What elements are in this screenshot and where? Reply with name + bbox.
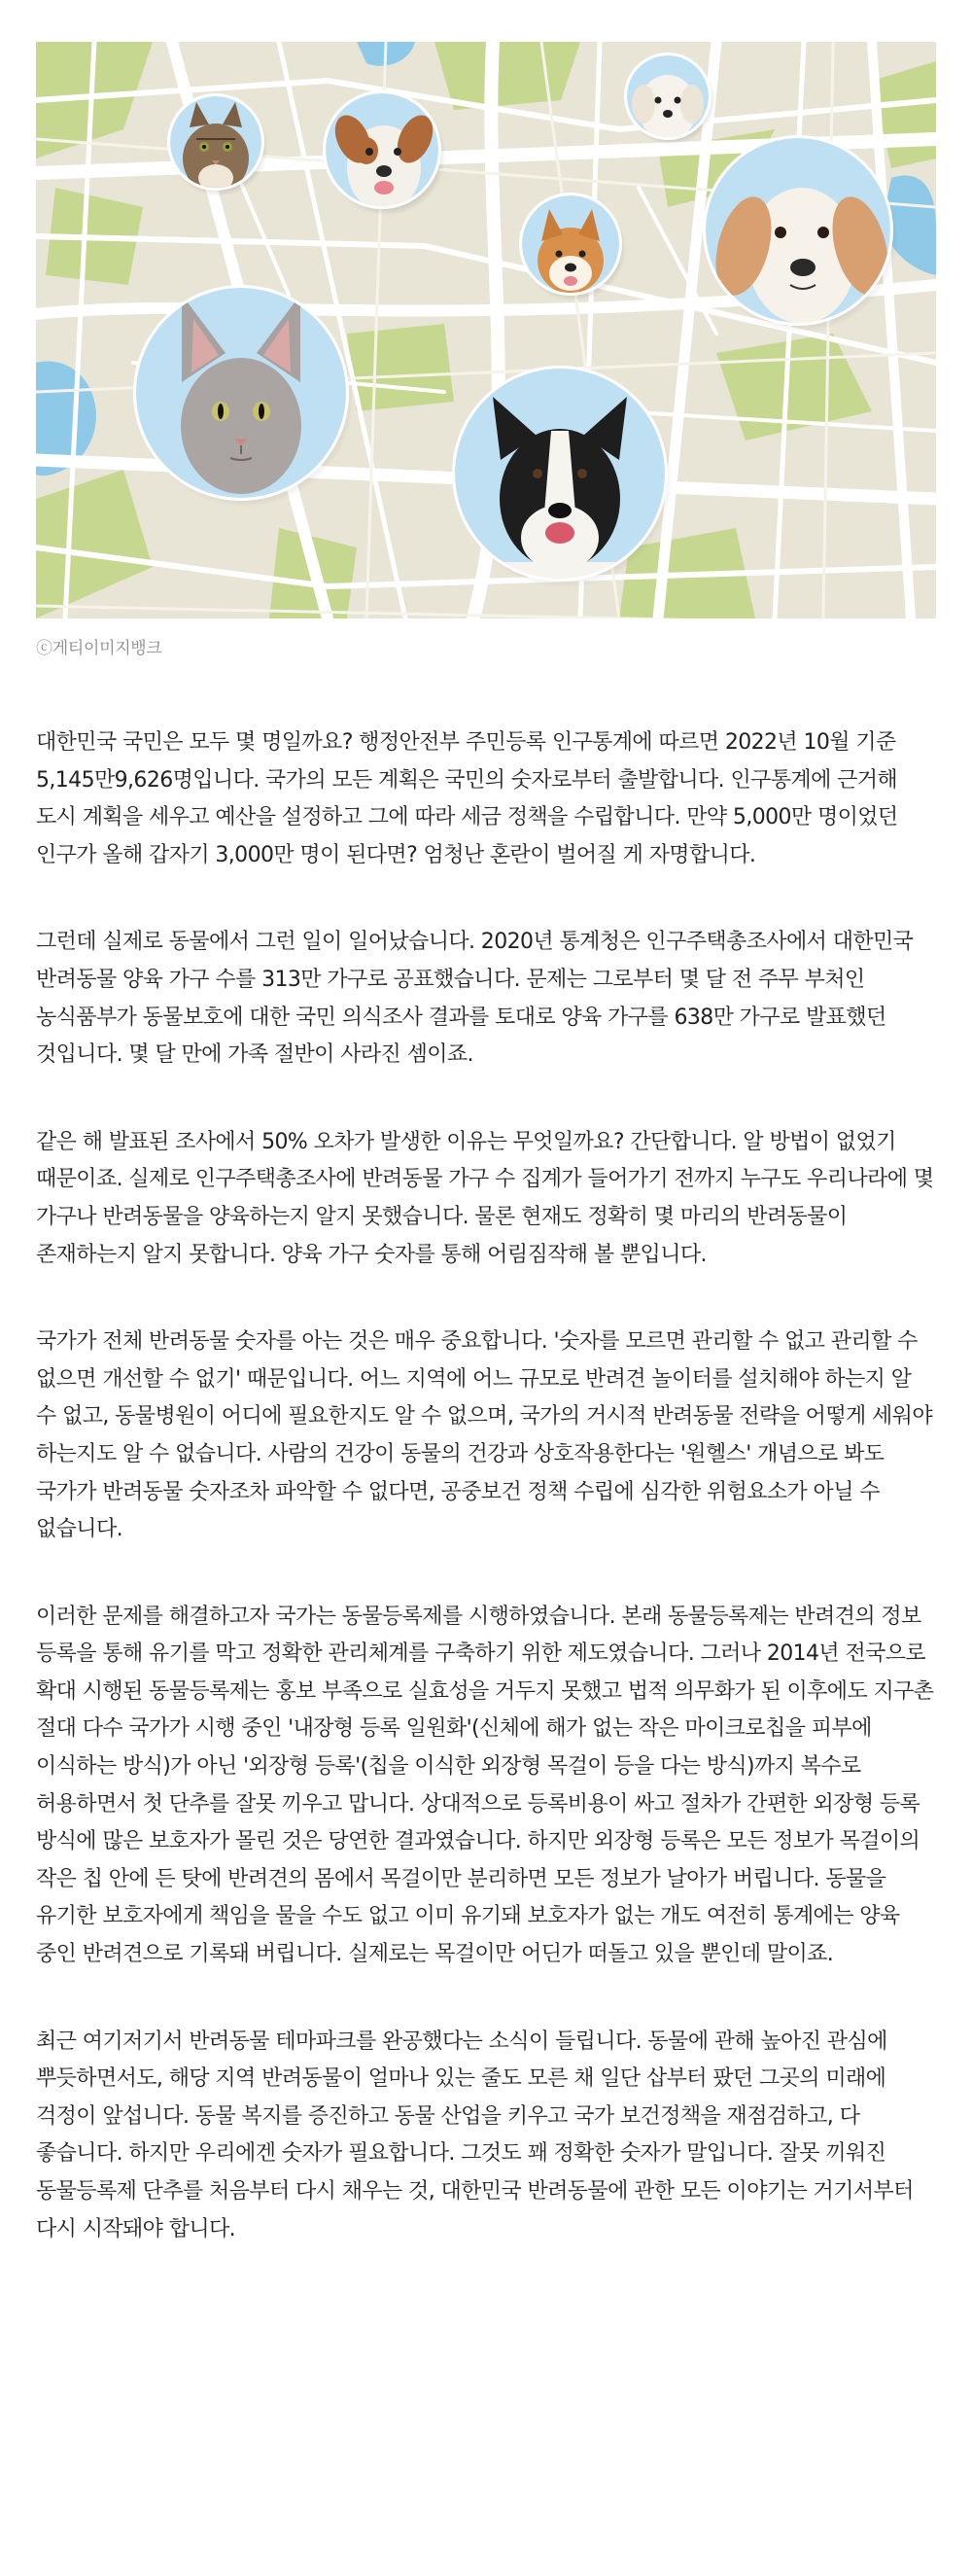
article-body bbox=[36, 724, 936, 2248]
hero-image bbox=[36, 42, 936, 618]
article-paragraph-4: 국가가 전체 반려동물 숫자를 아는 것은 매우 중요합니다. '숫자를 모르면 관리할 수 없고 관리할 수 없으면 개선할 수 없기' 때문입니다. 어느 지역에 어느 규모로 반려견 놀이터를 설치해야 하는지 알 수 없고, 동물병원이 어디에 필요한지도 알 수 없으며, 국가의 거시적 반려동물 전략을 어떻게 세워야 하는지도 알 수 없습니다. 사람의 건강이 동물의 건강과 상호작용한다는 '원헬스' 개념으로 봐도 국가가 반려동물 숫자조차 파악할 수 없다면, 공중보건 정책 수립에 심각한 위험요소가 아닐 수 없습니다. bbox=[36, 1329, 932, 1542]
image-credit-caption: ⓒ게티이미지뱅크 bbox=[36, 639, 162, 658]
article-paragraph-2: 그런데 실제로 동물에서 그런 일이 일어났습니다. 2020년 통계청은 인구주택총조사에서 대한민국 반려동물 양육 가구 수를 313만 가구로 공표했습니다. 문제는 그로부터 몇 달 전 주무 부처인 농식품부가 동물보호에 대한 국민 의식조사 결과를 토대로 양육 가구를 638만 가구로 발표했던 것입니다. 몇 달 만에 가족 절반이 사라진 셈이죠. bbox=[36, 930, 914, 1068]
article-paragraph-1: 대한민국 국민은 모두 몇 명일까요? 행정안전부 주민등록 인구통계에 따르면 2022년 10월 기준 5,145만9,626명입니다. 국가의 모든 계획은 국민의 숫자로부터 출발합니다. 인구통계에 근거해 도시 계획을 세우고 예산을 설정하고 그에 따라 세금 정책을 수립합니다. 만약 5,000만 명이었던 인구가 올해 갑자기 3,000만 명이 된다면? 엄청난 혼란이 벌어질 게 자명합니다. bbox=[36, 730, 898, 867]
article-paragraph-3: 같은 해 발표된 조사에서 50% 오차가 발생한 이유는 무엇일까요? 간단합니다. 알 방법이 없었기 때문이죠. 실제로 인구주택총조사에 반려동물 가구 수 집계가 들어가기 전까지 누구도 우리나라에 몇 가구나 반려동물을 양육하는지 알지 못했습니다. 물론 현재도 정확히 몇 마리의 반려동물이 존재하는지 알지 못합니다. 양육 가구 숫자를 통해 어림짐작해 볼 뿐입니다. bbox=[36, 1129, 934, 1267]
article-paragraph-6: 최근 여기저기서 반려동물 테마파크를 완공했다는 소식이 들립니다. 동물에 관해 높아진 관심에 뿌듯하면서도, 해당 지역 반려동물이 얼마나 있는 줄도 모른 채 일단 삽부터 팠던 그곳의 미래에 걱정이 앞섭니다. 동물 복지를 증진하고 동물 산업을 키우고 국가 보건정책을 재점검하고, 다 좋습니다. 하지만 우리에겐 숫자가 필요합니다. 그것도 꽤 정확한 숫자가 말입니다. 잘못 끼워진 동물등록제 단추를 처음부터 다시 채우는 것, 대한민국 반려동물에 관한 모든 이야기는 거기서부터 다시 시작돼야 합니다. bbox=[36, 2029, 914, 2241]
article-paragraph-5: 이러한 문제를 해결하고자 국가는 동물등록제를 시행하였습니다. 본래 동물등록제는 반려견의 정보 등록을 통해 유기를 막고 정확한 관리체계를 구축하기 위한 제도였습니다. 그러나 2014년 전국으로 확대 시행된 동물등록제는 홍보 부족으로 실효성을 거두지 못했고 법적 의무화가 된 이후에도 지구촌 절대 다수 국가가 시행 중인 '내장형 등록 일원화'(신체에 해가 없는 작은 마이크로칩을 피부에 이식하는 방식)가 아닌 '외장형 등록'(칩을 이식한 외장형 목걸이 등을 다는 방식)까지 복수로 허용하면서 첫 단추를 잘못 끼우고 맙니다. 상대적으로 등록비용이 싸고 절차가 간편한 외장형 등록 방식에 많은 보호자가 몰린 것은 당연한 결과였습니다. 하지만 외장형 등록은 모든 정보가 목걸이의 작은 칩 안에 든 탓에 반려견의 몸에서 목걸이만 분리하면 모든 정보가 날아가 버립니다. 동물을 유기한 보호자에게 책임을 물을 수도 없고 이미 유기돼 보호자가 없는 개도 여전히 통계에는 양육 중인 반려견으로 기록돼 버립니다. 실제로는 목걸이만 어딘가 떠돌고 있을 뿐인데 말이죠. bbox=[36, 1604, 934, 1967]
